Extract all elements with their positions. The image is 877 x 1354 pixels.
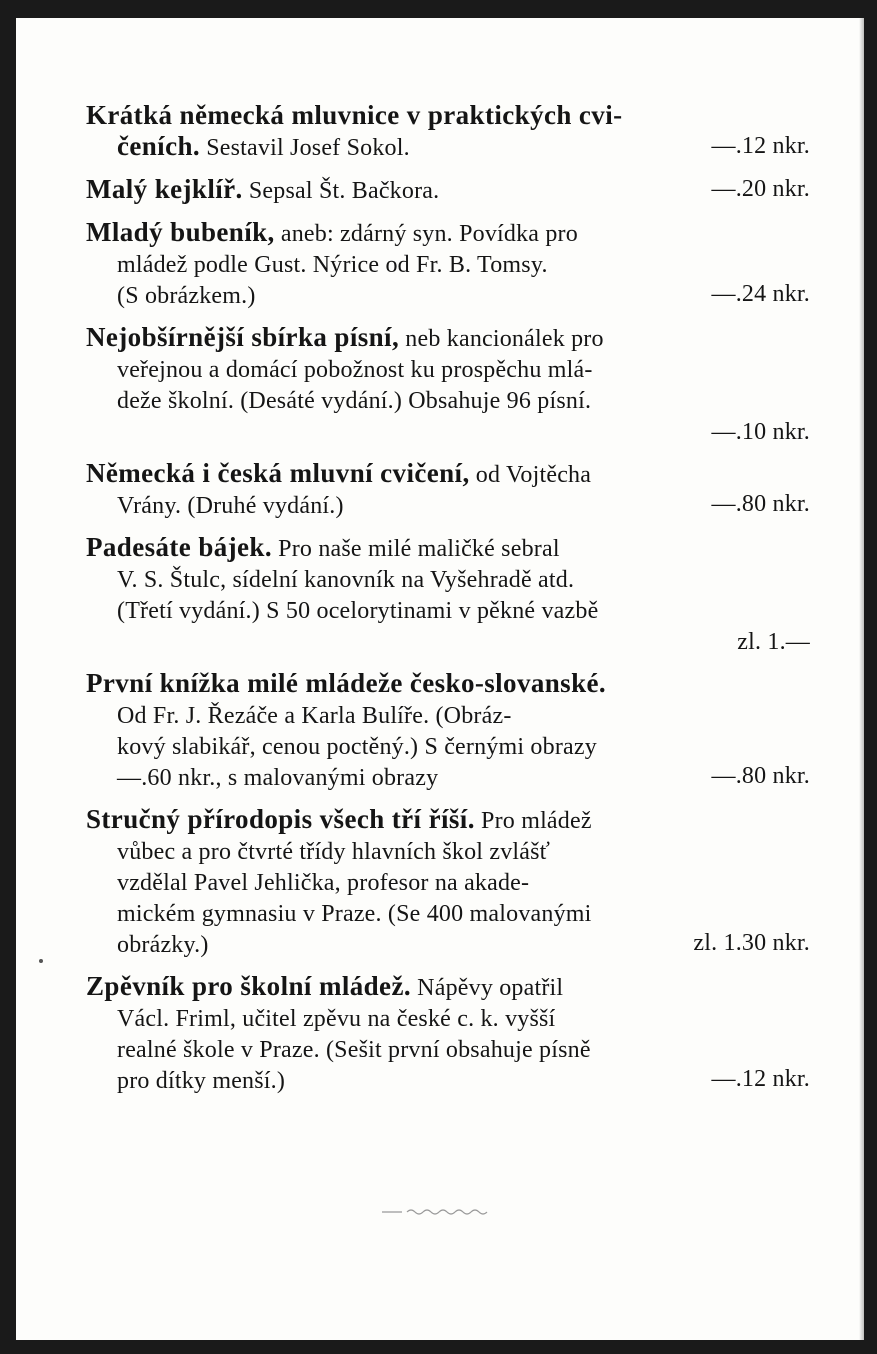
entry-price: —.24 nkr.	[711, 281, 810, 307]
entry-line	[86, 415, 810, 446]
catalog-entry	[86, 174, 810, 205]
catalog-entry	[86, 668, 810, 792]
end-ornament	[372, 1204, 522, 1218]
entry-text: kový slabikář, cenou poctěný.) S černými obrazy	[117, 734, 597, 760]
entry-price: —.80 nkr.	[711, 763, 810, 789]
entry-line	[86, 866, 810, 897]
entry-price: zl. 1.30 nkr.	[693, 930, 810, 956]
entry-line	[86, 730, 810, 761]
entry-text: (Třetí vydání.) S 50 ocelorytinami v pěkné vazbě	[117, 598, 599, 624]
entry-text: obrázky.)	[117, 932, 209, 958]
entry-text: mickém gymnasiu v Praze. (Se 400 malovanými	[117, 901, 592, 927]
entry-title: Malý kejklíř.	[86, 174, 243, 204]
entry-title: Stručný přírodopis všech tří říší.	[86, 804, 475, 834]
entry-text: Nápěvy opatřil	[410, 975, 564, 1001]
entry-line	[86, 1002, 810, 1033]
entry-text: veřejnou a domácí pobožnost ku prospěchu mlá-	[117, 357, 593, 383]
entry-line	[86, 217, 810, 248]
entry-line	[86, 100, 810, 131]
entry-text: pro dítky menší.)	[117, 1068, 286, 1094]
catalog-entry	[86, 100, 810, 162]
page-edge-shadow	[859, 18, 864, 1340]
entry-title: Nejobšírnější sbírka písní,	[86, 322, 400, 352]
entry-line	[86, 804, 810, 835]
entry-text: Od Fr. J. Řezáče a Karla Bulíře. (Obráz-	[117, 703, 512, 729]
entry-text: Václ. Friml, učitel zpěvu na české c. k. vyšší	[117, 1006, 556, 1032]
entry-line	[86, 1064, 810, 1095]
entry-text: neb kancionálek pro	[399, 326, 604, 352]
entry-line	[86, 384, 810, 415]
entry-line	[86, 594, 810, 625]
entry-line	[86, 928, 810, 959]
entry-line	[86, 699, 810, 730]
entry-line	[86, 897, 810, 928]
entry-price: zl. 1.—	[737, 629, 810, 655]
entry-text: —.60 nkr., s malovanými obrazy	[117, 765, 439, 791]
entry-text: Vrány. (Druhé vydání.)	[117, 493, 344, 519]
entry-line	[86, 279, 810, 310]
entry-text: V. S. Štulc, sídelní kanovník na Vyšehradě atd.	[117, 567, 575, 593]
entry-text: aneb: zdárný syn. Povídka pro	[274, 221, 578, 247]
entry-price: —.12 nkr.	[711, 1066, 810, 1092]
catalog-entry	[86, 322, 810, 446]
entry-line	[86, 489, 810, 520]
entry-title: čeních.	[117, 131, 201, 161]
entry-line	[86, 761, 810, 792]
entry-title: Padesáte bájek.	[86, 532, 272, 562]
entry-line	[86, 131, 810, 162]
entry-text: realné škole v Praze. (Sešit první obsahuje písně	[117, 1037, 591, 1063]
entry-price: —.80 nkr.	[711, 491, 810, 517]
entry-text: (S obrázkem.)	[117, 283, 256, 309]
entry-text: Pro naše milé maličké sebral	[271, 536, 560, 562]
entry-title: Mladý bubeník,	[86, 217, 275, 247]
entry-text: mládež podle Gust. Nýrice od Fr. B. Tomsy.	[117, 252, 548, 278]
entry-title: Zpěvník pro školní mládež.	[86, 971, 411, 1001]
catalog-entry	[86, 217, 810, 310]
entry-title: První knížka milé mládeže česko-slovanské.	[86, 668, 607, 698]
entry-line	[86, 625, 810, 656]
entry-text: vzdělal Pavel Jehlička, profesor na akade-	[117, 870, 530, 896]
entry-price: —.20 nkr.	[711, 176, 810, 202]
print-speck	[39, 959, 43, 963]
entry-line	[86, 248, 810, 279]
entry-line	[86, 532, 810, 563]
entry-price: —.12 nkr.	[711, 133, 810, 159]
entry-line	[86, 1033, 810, 1064]
entry-text: Sepsal Št. Bačkora.	[242, 178, 440, 204]
tailpiece-ornament-icon	[372, 1204, 522, 1218]
entry-text: od Vojtěcha	[469, 462, 592, 488]
entry-text: Sestavil Josef Sokol.	[200, 135, 410, 161]
entry-title: Německá i česká mluvní cvičení,	[86, 458, 470, 488]
entry-line	[86, 353, 810, 384]
entry-line	[86, 322, 810, 353]
book-page	[16, 18, 864, 1340]
entry-text: deže školní. (Desáté vydání.) Obsahuje 96 písní.	[117, 388, 592, 414]
entry-line	[86, 174, 810, 205]
entry-price: —.10 nkr.	[711, 419, 810, 445]
catalog-entry	[86, 458, 810, 520]
entry-line	[86, 458, 810, 489]
entry-line	[86, 971, 810, 1002]
catalog-list	[86, 100, 810, 1107]
entry-text: Pro mládež	[474, 808, 592, 834]
entry-title: Krátká německá mluvnice v praktických cvi-	[86, 100, 623, 130]
entry-line	[86, 668, 810, 699]
entry-line	[86, 563, 810, 594]
entry-text: vůbec a pro čtvrté třídy hlavních škol zvlášť	[117, 839, 551, 865]
catalog-entry	[86, 971, 810, 1095]
catalog-entry	[86, 804, 810, 959]
catalog-entry	[86, 532, 810, 656]
entry-line	[86, 835, 810, 866]
